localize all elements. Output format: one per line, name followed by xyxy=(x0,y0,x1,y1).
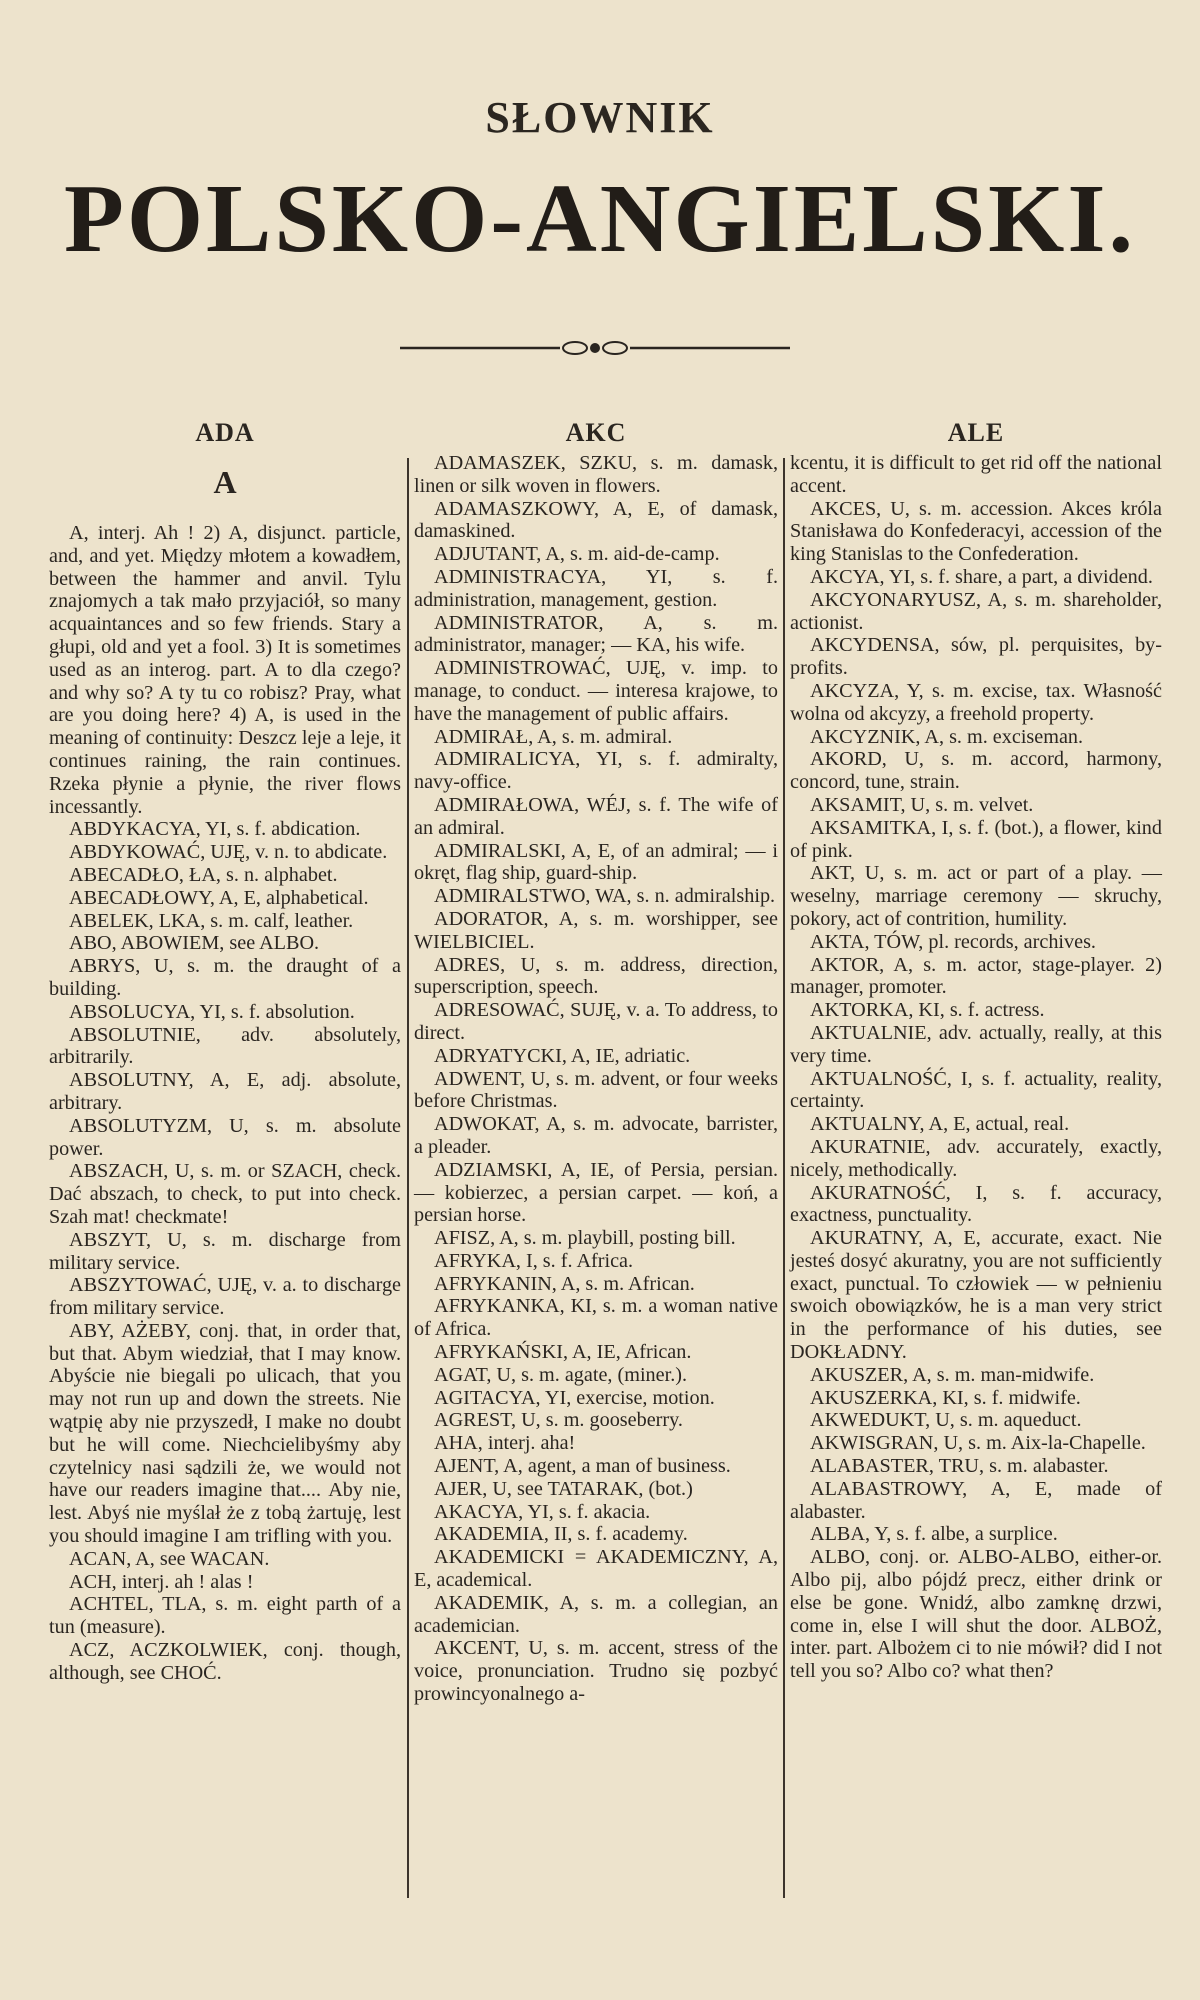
dictionary-entry: AKTUALNY, A, E, actual, real. xyxy=(810,1113,1070,1136)
column-rule-1 xyxy=(407,458,409,1898)
column-1-entries xyxy=(49,522,401,1685)
dictionary-entry: ACH, interj. ah ! alas ! xyxy=(69,1570,254,1593)
dictionary-entry: AKUSZER, A, s. m. man-midwife. xyxy=(810,1363,1095,1386)
section-letter: A xyxy=(213,464,237,500)
dictionary-entry: AJENT, A, agent, a man of business. xyxy=(434,1455,731,1478)
dictionary-entry: AFRYKAŃSKI, A, IE, African. xyxy=(434,1341,692,1364)
dictionary-entry: ABSOLUTYZM, U, s. m. absolute power. xyxy=(49,1114,401,1160)
column-header-2: AKC xyxy=(565,418,627,447)
dictionary-entry: AKADEMICKI = AKADEMICZNY, A, E, academical. xyxy=(414,1546,778,1592)
dictionary-entry: AFRYKANIN, A, s. m. African. xyxy=(434,1272,695,1295)
column-2 xyxy=(414,452,778,1706)
dictionary-entry: AKCYDENSA, sów, pl. perquisites, by-profits. xyxy=(790,634,1162,680)
dictionary-entry: AFRYKA, I, s. f. Africa. xyxy=(434,1249,634,1272)
dictionary-entry: ADRESOWAĆ, SUJĘ, v. a. To address, to direct. xyxy=(414,999,778,1044)
dictionary-entry: ADAMASZKOWY, A, E, of damask, damaskined. xyxy=(414,497,778,543)
dictionary-entry: AKSAMIT, U, s. m. velvet. xyxy=(810,793,1034,816)
dictionary-entry: ADMINISTROWAĆ, UJĘ, v. imp. to manage, to conduct. — interesa krajowe, to have the management of public affairs. xyxy=(414,657,778,725)
dictionary-entry: ABO, ABOWIEM, see ALBO. xyxy=(69,932,320,955)
column-2-entries xyxy=(414,452,778,1706)
dictionary-entry: AKCYZNIK, A, s. m. exciseman. xyxy=(810,725,1084,748)
dictionary-entry: ADORATOR, A, s. m. worshipper, see WIELBICIEL. xyxy=(414,907,778,953)
dictionary-entry: ABDYKOWAĆ, UJĘ, v. n. to abdicate. xyxy=(69,841,388,864)
dictionary-entry: ABDYKACYA, YI, s. f. abdication. xyxy=(69,818,361,841)
dictionary-entry: AKURATNOŚĆ, I, s. f. accuracy, exactness, punctuality. xyxy=(790,1181,1162,1227)
dictionary-entry: AKWISGRAN, U, s. m. Aix-la-Chapelle. xyxy=(810,1432,1146,1455)
dictionary-entry: AKTA, TÓW, pl. records, archives. xyxy=(810,930,1096,953)
dictionary-entry: ADJUTANT, A, s. m. aid-de-camp. xyxy=(434,543,720,566)
dictionary-entry: kcentu, it is difficult to get rid off the national accent. xyxy=(790,452,1162,497)
dictionary-entry: AKCYONARYUSZ, A, s. m. shareholder, actionist. xyxy=(790,588,1162,634)
dictionary-entry: ADMIRALICYA, YI, s. f. admiralty, navy-office. xyxy=(414,748,778,794)
dictionary-entry: ADZIAMSKI, A, IE, of Persia, persian. — kobierzec, a persian carpet. — koń, a persian horse. xyxy=(414,1158,778,1227)
dictionary-entry: A, interj. Ah ! 2) A, disjunct. particle, and, and yet. Między młotem a kowadłem, between the hammer and anvil. Tylu znajomych a tak mało przyjaciół, so many acquaintances and so few friends. Stary a głupi, old and yet a fool. 3) It is sometimes used as an interog. part. A to dla czego? and why so? A ty tu co robisz? Pray, what are you doing here? 4) A, is used in the meaning of continuity: Deszcz leje a leje, it continues raining, the rain continues. Rzeka płynie a płynie, the river flows incessantly. xyxy=(49,522,401,818)
dictionary-entry: AKTORKA, KI, s. f. actress. xyxy=(810,999,1045,1022)
dictionary-entry: ABSOLUCYA, YI, s. f. absolution. xyxy=(69,1000,355,1023)
dictionary-entry: ABSZYTOWAĆ, UJĘ, v. a. to discharge from military service. xyxy=(49,1274,401,1320)
column-header-1: ADA xyxy=(195,418,255,447)
dictionary-entry: ADMIRALSKI, A, E, of an admiral; — i okręt, flag ship, guard-ship. xyxy=(414,839,778,885)
column-3-entries xyxy=(790,452,1162,1683)
dictionary-entry: ADMIRALSTWO, WA, s. n. admiralship. xyxy=(434,885,776,908)
dictionary-entry: AKADEMIK, A, s. m. a collegian, an academician. xyxy=(414,1591,778,1637)
dictionary-entry: AHA, interj. aha! xyxy=(434,1432,576,1455)
column-1 xyxy=(49,452,401,1685)
dictionary-entry: AGAT, U, s. m. agate, (miner.). xyxy=(434,1363,688,1386)
dictionary-entry: AKCES, U, s. m. accession. Akces króla Stanisława do Konfederacyi, accession of the king Stanislas to the Confederation. xyxy=(790,497,1162,566)
dictionary-entry: AKURATNIE, adv. accurately, exactly, nicely, methodically. xyxy=(790,1135,1162,1181)
dictionary-entry: AKTOR, A, s. m. actor, stage-player. 2) manager, promoter. xyxy=(790,953,1162,999)
dictionary-entry: ACZ, ACZKOLWIEK, conj. though, although, see CHOĆ. xyxy=(49,1639,401,1684)
ornament-rule xyxy=(400,334,790,362)
dictionary-entry: AFISZ, A, s. m. playbill, posting bill. xyxy=(434,1227,736,1250)
dictionary-entry: ADMIRAŁOWA, WÉJ, s. f. The wife of an admiral. xyxy=(414,793,778,839)
title-small: SŁOWNIK xyxy=(485,93,715,142)
dictionary-entry: AKUSZERKA, KI, s. f. midwife. xyxy=(810,1386,1081,1409)
dictionary-entry: AKTUALNOŚĆ, I, s. f. actuality, reality, certainty. xyxy=(790,1067,1162,1113)
dictionary-entry: ADRES, U, s. m. address, direction, superscription, speech. xyxy=(414,953,778,999)
column-3 xyxy=(790,452,1162,1683)
dictionary-entry: ABELEK, LKA, s. m. calf, leather. xyxy=(69,909,354,932)
dictionary-entry: AJER, U, see TATARAK, (bot.) xyxy=(434,1477,693,1500)
dictionary-entry: AKTUALNIE, adv. actually, really, at this very time. xyxy=(790,1021,1162,1067)
dictionary-entry: ACAN, A, see WACAN. xyxy=(69,1547,270,1570)
dictionary-entry: AKORD, U, s. m. accord, harmony, concord, tune, strain. xyxy=(790,748,1162,794)
dictionary-entry: AKT, U, s. m. act or part of a play. — weselny, marriage ceremony — skruchy, pokory, act of contrition, humility. xyxy=(790,862,1162,930)
dictionary-entry: AKADEMIA, II, s. f. academy. xyxy=(434,1523,688,1546)
dictionary-entry: AGREST, U, s. m. gooseberry. xyxy=(434,1409,683,1432)
dictionary-entry: ABSZACH, U, s. m. or SZACH, check. Dać abszach, to check, to put into check. Szah mat! checkmate! xyxy=(49,1160,401,1228)
dictionary-entry: ADMIRAŁ, A, s. m. admiral. xyxy=(434,725,673,748)
dictionary-entry: ADRYATYCKI, A, IE, adriatic. xyxy=(434,1044,691,1067)
dictionary-entry: ALBO, conj. or. ALBO-ALBO, either-or. Albo pij, albo pójdź precz, either drink or else be gone. Wnidź, albo zamknę drzwi, come in, else I will shut the door. ALBOŻ, inter. part. Albożem ci to nie mówił? did I not tell you so? Albo co? what then? xyxy=(790,1546,1162,1683)
dictionary-entry: AKURATNY, A, E, accurate, exact. Nie jesteś dosyć akuratny, you are not sufficiently exact, punctual. To człowiek — w pełnieniu swoich obowiązków, he is a man very strict in the performance of his duties, see DOKŁADNY. xyxy=(790,1227,1162,1364)
dictionary-entry: ACHTEL, TLA, s. m. eight parth of a tun (measure). xyxy=(49,1593,401,1639)
dictionary-entry: ADWENT, U, s. m. advent, or four weeks before Christmas. xyxy=(414,1067,778,1113)
dictionary-entry: ABSOLUTNY, A, E, adj. absolute, arbitrary. xyxy=(49,1069,401,1114)
dictionary-entry: ABECADŁO, ŁA, s. n. alphabet. xyxy=(69,863,338,886)
dictionary-entry: AKCYA, YI, s. f. share, a part, a dividend. xyxy=(810,565,1153,588)
dictionary-entry: ALABASTROWY, A, E, made of alabaster. xyxy=(790,1477,1162,1523)
dictionary-entry: ABY, AŻEBY, conj. that, in order that, but that. Abym wiedział, that I may know. Abyście nie biegali po ulicach, that you may not run up and down the streets. Nie wątpię aby nie przyszedł, I make no doubt but he will come. Niechcielibyśmy aby czytelnicy nasi sądzili że, we would not have our readers imagine that.... Aby nie, lest. Abyś nie myślał że z tobą żartuję, lest you should imagine I am trifling with you. xyxy=(49,1319,401,1548)
dictionary-entry: ADMINISTRATOR, A, s. m. administrator, manager; — KA, his wife. xyxy=(414,611,778,657)
dictionary-entry: ABSZYT, U, s. m. discharge from military service. xyxy=(49,1228,401,1274)
dictionary-entry: ABSOLUTNIE, adv. absolutely, arbitrarily. xyxy=(49,1023,401,1069)
dictionary-entry: ALABASTER, TRU, s. m. alabaster. xyxy=(810,1455,1109,1478)
dictionary-entry: AKCENT, U, s. m. accent, stress of the voice, pronunciation. Trudno się pozbyć prowincyonalnego a- xyxy=(414,1637,778,1706)
dictionary-entry: ADWOKAT, A, s. m. advocate, barrister, a pleader. xyxy=(414,1113,778,1158)
dictionary-entry: AKACYA, YI, s. f. akacia. xyxy=(434,1500,651,1523)
dictionary-entry: ABRYS, U, s. m. the draught of a building. xyxy=(49,955,401,1000)
dictionary-entry: ADAMASZEK, SZKU, s. m. damask, linen or silk woven in flowers. xyxy=(414,452,778,497)
dictionary-entry: AKWEDUKT, U, s. m. aqueduct. xyxy=(810,1409,1082,1432)
column-header-3: ALE xyxy=(947,418,1005,447)
dictionary-entry: ADMINISTRACYA, YI, s. f. administration, management, gestion. xyxy=(414,565,778,611)
dictionary-entry: AKCYZA, Y, s. m. excise, tax. Własność wolna od akcyzy, a freehold property. xyxy=(790,679,1162,725)
column-rule-2 xyxy=(783,458,785,1898)
dictionary-entry: AKSAMITKA, I, s. f. (bot.), a flower, kind of pink. xyxy=(790,816,1162,862)
dictionary-entry: ALBA, Y, s. f. albe, a surplice. xyxy=(810,1523,1058,1546)
title-large: POLSKO-ANGIELSKI. xyxy=(63,165,1137,273)
dictionary-entry: ABECADŁOWY, A, E, alphabetical. xyxy=(69,886,369,909)
dictionary-entry: AGITACYA, YI, exercise, motion. xyxy=(434,1386,715,1409)
dictionary-entry: AFRYKANKA, KI, s. m. a woman native of Africa. xyxy=(414,1295,778,1341)
